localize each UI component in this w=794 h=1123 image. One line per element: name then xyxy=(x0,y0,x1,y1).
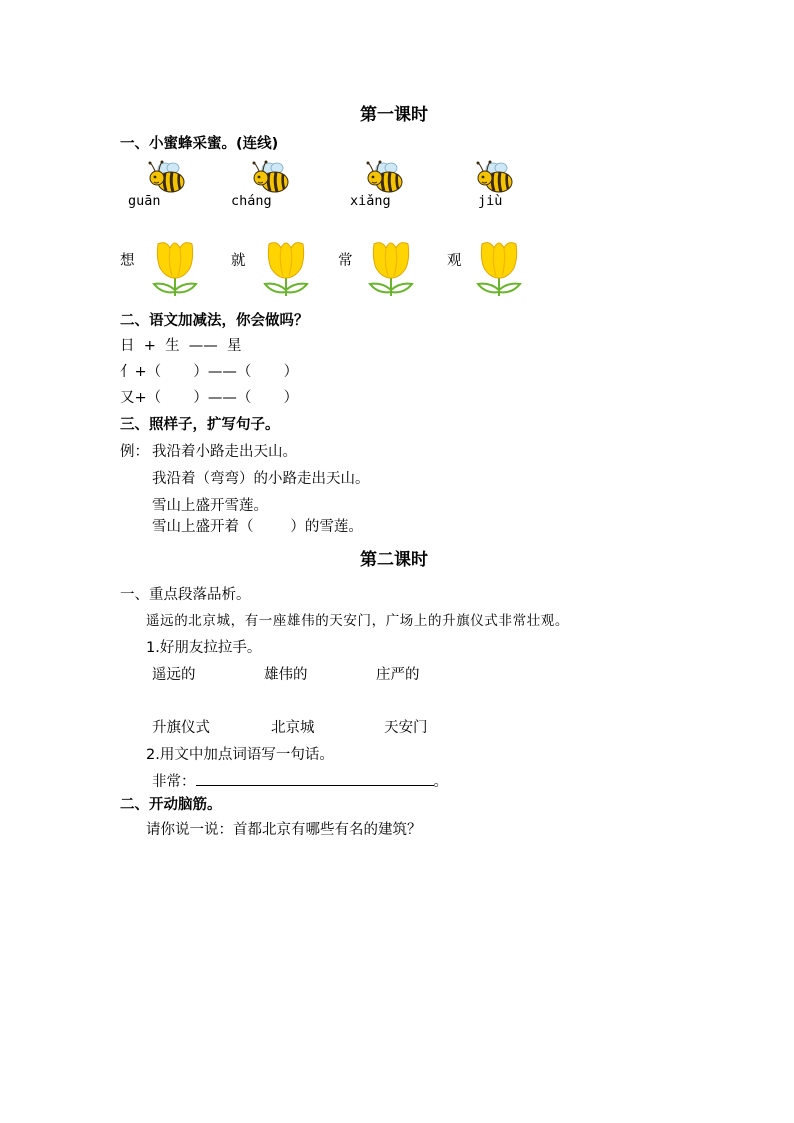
fill-end: 。 xyxy=(433,774,448,790)
char-1: 想 xyxy=(120,253,135,269)
flower-icon xyxy=(468,238,530,302)
sub-question-1: 1.好朋友拉拉手。 xyxy=(146,640,262,656)
task-sentence: 雪山上盛开雪莲。 xyxy=(152,498,268,514)
example-sentence: 我沿着小路走出天山。 xyxy=(152,444,297,460)
flower-icon xyxy=(144,238,206,302)
q2-line1: 日 + 生 —— 星 xyxy=(120,338,242,354)
task-fill: 雪山上盛开着（ ）的雪莲。 xyxy=(152,519,363,535)
top-word-2: 雄伟的 xyxy=(264,667,308,683)
pinyin-4: jiù xyxy=(478,193,503,209)
flower-icon xyxy=(360,238,422,302)
lesson2-title: 第二课时 xyxy=(360,550,428,570)
char-2: 就 xyxy=(231,253,246,269)
pinyin-2: cháng xyxy=(231,193,272,209)
pinyin-1: guān xyxy=(128,193,161,209)
bottom-word-3: 天安门 xyxy=(384,720,428,736)
answer-blank[interactable] xyxy=(196,771,434,786)
example-label: 例： xyxy=(120,444,149,460)
char-4: 观 xyxy=(447,253,462,269)
pinyin-3: xiǎng xyxy=(350,193,391,209)
l2-q2-heading: 二、开动脑筋。 xyxy=(120,797,222,813)
fill-label: 非常： xyxy=(152,774,196,790)
example-expanded: 我沿着（弯弯）的小路走出天山。 xyxy=(152,471,370,487)
char-3: 常 xyxy=(338,253,353,269)
q2-line3: 又+（ ）——（ ） xyxy=(120,390,299,406)
flower-icon xyxy=(255,238,317,302)
q2-heading: 二、语文加减法，你会做吗？ xyxy=(120,313,309,329)
bottom-word-2: 北京城 xyxy=(271,720,315,736)
l2-q2-prompt: 请你说一说：首都北京有哪些有名的建筑？ xyxy=(146,822,422,838)
top-word-3: 庄严的 xyxy=(376,667,420,683)
sub-question-2: 2.用文中加点词语写一句话。 xyxy=(146,747,334,763)
bottom-word-1: 升旗仪式 xyxy=(152,720,210,736)
passage: 遥远的北京城，有一座雄伟的天安门，广场上的升旗仪式非常壮观。 xyxy=(146,613,569,629)
top-word-1: 遥远的 xyxy=(152,667,196,683)
q3-heading: 三、照样子，扩写句子。 xyxy=(120,417,280,433)
fill-line xyxy=(152,770,448,791)
lesson1-title: 第一课时 xyxy=(360,105,428,125)
q2-line2: 亻+（ ）——（ ） xyxy=(120,364,299,380)
l2-q1-heading: 一、重点段落品析。 xyxy=(120,587,251,603)
q1-heading: 一、小蜜蜂采蜜。(连线) xyxy=(120,136,279,152)
